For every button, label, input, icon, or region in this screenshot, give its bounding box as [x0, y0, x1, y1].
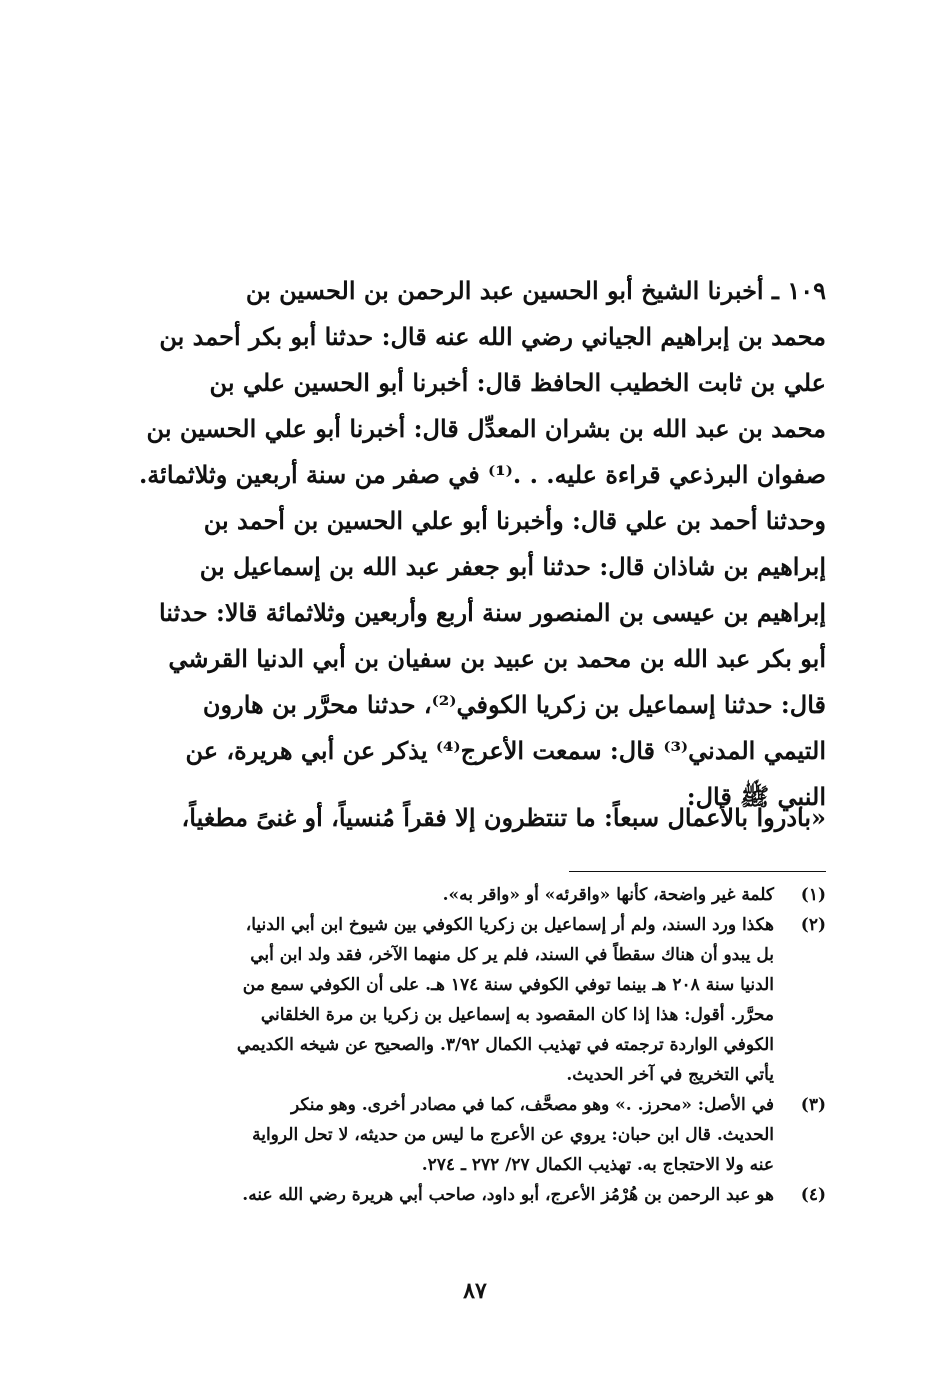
- footnotes-section: [126, 880, 826, 1210]
- footnote-divider: [569, 871, 826, 872]
- hadith-isnad-paragraph: [126, 268, 826, 820]
- footnote-line: كلمة غير واضحة، كأنها «واقرئه» أو «واقر به».: [442, 885, 774, 905]
- footnote-4: [126, 1180, 826, 1210]
- text-line: علي بن ثابت الخطيب الحافظ قال: أخبرنا أبو الحسين علي بن: [209, 368, 826, 397]
- footnote-line: محرَّر. أقول: هذا إذا كان المقصود به إسماعيل بن زكريا بن مرة الخلقاني: [260, 1005, 774, 1025]
- text-line: إبراهيم بن شاذان قال: حدثنا أبو جعفر عبد الله بن إسماعيل بن: [199, 552, 826, 581]
- text-line: ١٠٩ ـ أخبرنا الشيخ أبو الحسين عبد الرحمن بن الحسين بن: [245, 276, 826, 305]
- footnote-line: الكوفي الواردة ترجمته في تهذيب الكمال ٣/٩٢. والصحيح عن شيخه الكديمي: [236, 1035, 774, 1055]
- footnote-line: في الأصل: «محرز. .» وهو مصحَّف، كما في مصادر أخرى. وهو منكر: [290, 1095, 774, 1115]
- text-line: قال: حدثنا إسماعيل بن زكريا الكوفي⁽²⁾، حدثنا محرَّر بن هارون: [202, 690, 826, 719]
- text-line: التيمي المدني⁽³⁾ قال: سمعت الأعرج⁽⁴⁾ يذكر عن أبي هريرة، عن: [185, 736, 826, 765]
- text-line: أبو بكر عبد الله بن محمد بن عبيد بن سفيان بن أبي الدنيا القرشي: [168, 644, 826, 673]
- footnote-line: عنه ولا الاحتجاج به. تهذيب الكمال ٢٧/ ٢٧٢ ـ ٢٧٤.: [421, 1155, 774, 1175]
- footnote-body: [126, 1180, 774, 1210]
- footnote-line: الحديث. قال ابن حبان: يروي عن الأعرج ما ليس من حديثه، لا تحل الرواية: [252, 1125, 774, 1145]
- text-line: محمد بن عبد الله بن بشران المعدِّل قال: أخبرنا أبو علي الحسين بن: [146, 414, 826, 443]
- footnote-body: [126, 880, 774, 910]
- footnote-body: [126, 1090, 774, 1180]
- footnote-number: (٢): [800, 915, 826, 935]
- footnote-1: [126, 880, 826, 910]
- footnote-number: (٤): [800, 1185, 826, 1205]
- footnote-number: (٣): [800, 1095, 826, 1115]
- footnote-3: [126, 1090, 826, 1180]
- footnote-line: يأتي التخريج في آخر الحديث.: [566, 1065, 774, 1085]
- hadith-quote: «بادروا بالأعمال سبعاً: ما تنتظرون إلا فقراً مُنسياً، أو غنىً مطغياً،: [181, 803, 826, 832]
- text-line: إبراهيم بن عيسى بن المنصور سنة أربع وأربعين وثلاثمائة قالا: حدثنا: [158, 598, 826, 627]
- text-line: النبي ﷺ قال:: [686, 782, 826, 811]
- footnote-line: بل يبدو أن هناك سقطاً في السند، فلم ير كل منهما الآخر، فقد ولد ابن أبي: [250, 945, 774, 965]
- footnote-number: (١): [800, 885, 826, 905]
- page-number: ٨٧: [463, 1278, 487, 1304]
- footnote-line: هكذا ورد السند، ولم أر إسماعيل بن زكريا الكوفي بين شيوخ ابن أبي الدنيا،: [245, 915, 774, 935]
- footnote-2: [126, 910, 826, 1090]
- footnote-line: هو عبد الرحمن بن هُرْمُز الأعرج، أبو داود، صاحب أبي هريرة رضي الله عنه.: [242, 1185, 774, 1205]
- text-line: وحدثنا أحمد بن علي قال: وأخبرنا أبو علي الحسين بن أحمد بن: [203, 506, 826, 535]
- footnote-line: الدنيا سنة ٢٠٨ هـ بينما توفي الكوفي سنة ١٧٤ هـ. على أن الكوفي سمع من: [242, 975, 774, 995]
- text-line: صفوان البرذعي قراءة عليه. . .⁽¹⁾ في صفر من سنة أربعين وثلاثمائة.: [138, 460, 826, 489]
- footnote-body: [126, 910, 774, 1090]
- text-line: محمد بن إبراهيم الجياني رضي الله عنه قال: حدثنا أبو بكر أحمد بن: [159, 322, 826, 351]
